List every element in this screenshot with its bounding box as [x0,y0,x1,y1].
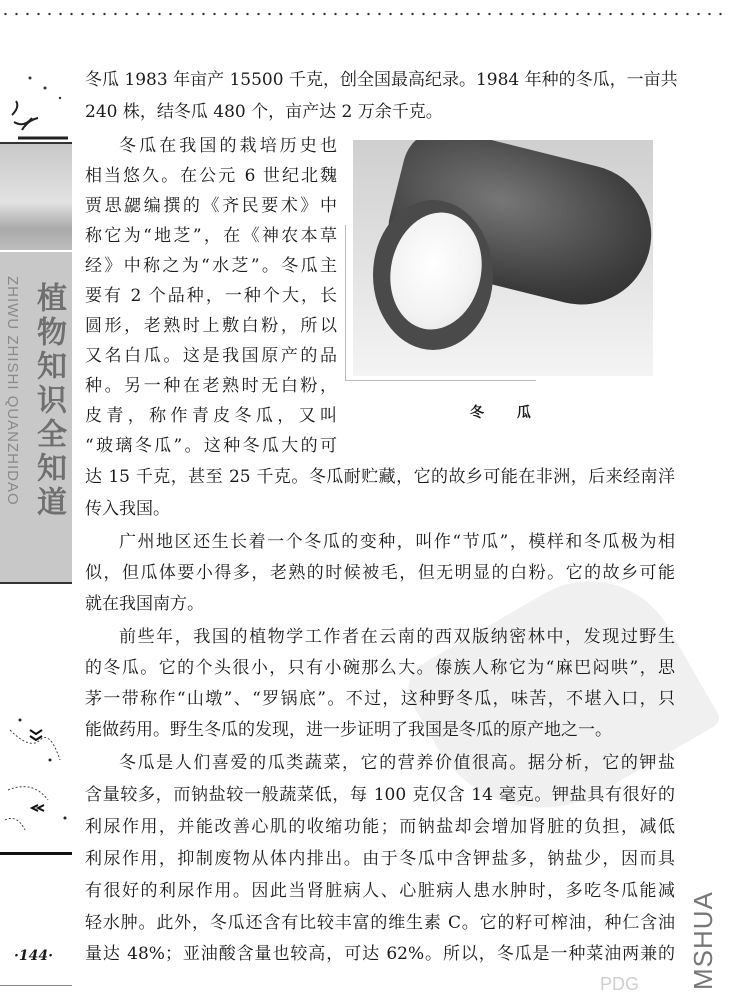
text-line: 似，但瓜体要小得多，老熟的时候被毛，但无明显的白粉。它的故乡可能 [85,563,675,583]
text-line: 前些年，我国的植物学工作者在云南的西双版纳密林中，发现过野生 [119,627,675,647]
text-line: 圆形，老熟时上敷白粉，所以 [85,316,337,336]
text-line: 含量较多，而钠盐较一般蔬菜低，每 100 克仅含 14 毫克。钾盐具有很好的 [85,785,675,805]
page-number: ·144· [14,948,53,964]
text-line: 传入我国。 [85,499,170,519]
floral-ornament-icon [0,60,75,140]
text-line: 冬瓜是人们喜爱的瓜类蔬菜，它的营养价值很高。据分析，它的钾盐 [119,753,675,773]
text-line: 量达 48%；亚油酸含量也较高，可达 62%。所以，冬瓜是一种菜油两兼的 [85,944,675,964]
sidebar-landscape-photo [0,142,72,250]
text-line: 贾思勰编撰的《齐民要术》中 [85,196,337,216]
text-line: 就在我国南方。 [85,594,204,614]
winter-melon-photo [353,140,653,376]
footer-rule [0,985,72,986]
text-line: 相当悠久。在公元 6 世纪北魏 [85,166,337,186]
text-line: 达 15 千克，甚至 25 千克。冬瓜耐贮藏，它的故乡可能在非洲，后来经南洋 [85,467,675,487]
text-line: 的冬瓜。它的个头很小，只有小碗那么大。傣族人称它为“麻巴闷哄”，思 [85,658,675,678]
text-line: 利尿作用，并能改善心肌的收缩功能；而钠盐却会增加肾脏的负担，减低 [85,817,675,837]
corner-mark: MSHUA [688,891,718,990]
text-line: 冬瓜 1983 年亩产 15500 千克，创全国最高纪录。1984 年种的冬瓜，一亩共 [85,70,678,90]
text-line: 广州地区还生长着一个冬瓜的变种，叫作“节瓜”，模样和冬瓜极为相 [119,532,675,552]
text-line: 种。另一种在老熟时无白粉， [85,376,337,396]
text-line: 经》中称之为“水芝”。冬瓜主 [85,256,337,276]
book-title: 植物知识全知道 [31,282,66,520]
text-line: 240 株，结冬瓜 480 个，亩产达 2 万余千克。 [85,102,443,122]
text-line: 又名白瓜。这是我国原产的品 [85,346,337,366]
text-line: 轻水肿。此外，冬瓜还含有比较丰富的维生素 C。它的籽可榨油，种仁含油 [85,913,675,933]
text-line: 茅一带称作“山墩”、“罗锅底”。不过，这种野冬瓜，味苦，不堪入口，只 [85,689,675,709]
text-line: 皮青，称作青皮冬瓜，又叫 [85,406,337,426]
sidebar-divider [0,852,72,855]
winter-melon-figure [345,140,655,380]
figure-caption: 冬 瓜 [470,405,545,421]
sidebar-title-band [0,252,72,584]
text-line: 冬瓜在我国的栽培历史也 [119,136,337,156]
book-title-pinyin: ZHIWU ZHISHI QUANZHIDAO [4,276,21,506]
text-line: 能做药用。野生冬瓜的发现，进一步证明了我国是冬瓜的原产地之一。 [85,720,612,740]
text-line: 利尿作用，抑制废物从体内排出。由于冬瓜中含钾盐多，钠盐少，因而具 [85,849,675,869]
text-line: 称它为“地芝”，在《神农本草 [85,226,337,246]
floral-ornament-icon [0,700,75,850]
text-line: 有很好的利尿作用。因此当肾脏病人、心脏病人患水肿时，多吃冬瓜能减 [85,881,675,901]
text-line: “玻璃冬瓜”。这种冬瓜大的可 [85,436,337,456]
watermark-text: PDG [600,974,640,994]
top-dotted-rule [0,12,729,16]
text-line: 要有 2 个品种，一种个大，长 [85,286,337,306]
